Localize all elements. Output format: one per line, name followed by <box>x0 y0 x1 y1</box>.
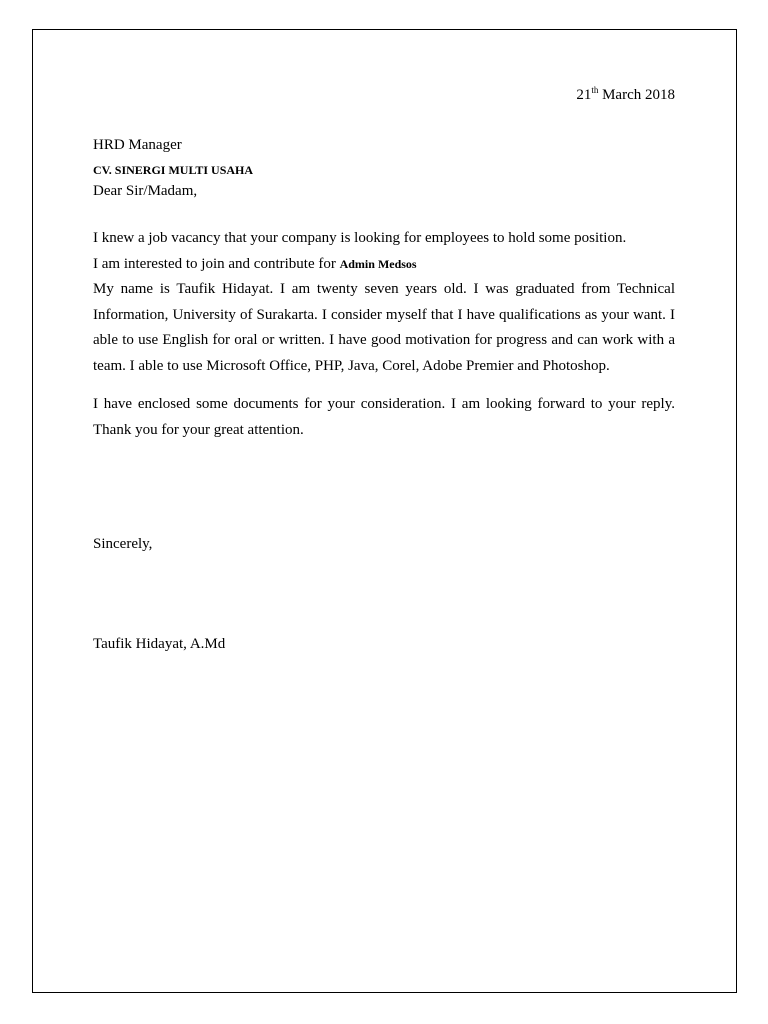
signature-name: Taufik Hidayat, A.Md <box>93 636 226 652</box>
date-ordinal: th <box>591 85 599 95</box>
interest-line <box>93 252 675 278</box>
greeting: Dear Sir/Madam, <box>93 183 198 199</box>
recipient-title: HRD Manager <box>93 137 182 153</box>
about-paragraph: My name is Taufik Hidayat. I am twenty seven years old. I was graduated from Technical Information, University of Surakarta. I consider myself that I have qualifications as your want. I able to use English for oral or written. I have good motivation for progress and can work with a team. I able to use Microsoft Office, PHP, Java, Corel, Adobe Premier and Photoshop. <box>93 281 675 374</box>
enclosed-paragraph: I have enclosed some documents for your consideration. I am looking forward to your reply. Thank you for your great attention. <box>93 396 675 438</box>
company-name: CV. SINERGI MULTI USAHA <box>93 163 254 177</box>
closing: Sincerely, <box>93 536 153 552</box>
interest-prefix: I am interested to join and contribute for <box>93 255 340 272</box>
letter-body <box>93 226 675 443</box>
position-name: Admin Medsos <box>339 256 417 271</box>
vacancy-line: I knew a job vacancy that your company is looking for employees to hold some position. <box>93 230 627 246</box>
date-month-year: March 2018 <box>598 87 675 103</box>
letter-date <box>576 87 675 104</box>
date-day: 21 <box>576 87 592 103</box>
